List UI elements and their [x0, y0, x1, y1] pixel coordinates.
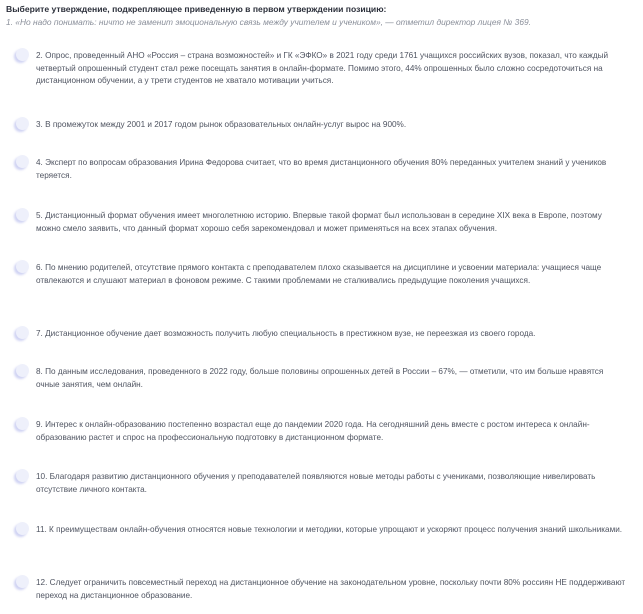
radio-button[interactable] [16, 575, 29, 588]
radio-button[interactable] [16, 364, 29, 377]
option-text: 8. По данным исследования, проведенного в 2022 году, больше половины опрошенных детей в России – 67%, — отметили, что им больше нравятся очные занятия, чем онлайн. [36, 367, 604, 389]
question-header [6, 4, 636, 28]
option-text: 4. Эксперт по вопросам образования Ирина Федорова считает, что во время дистанционного обучения 80% переданных учителем знаний у учеников теряется. [36, 158, 607, 180]
option-text: 11. К преимуществам онлайн-обучения относятся новые технологии и методики, которые упрощают и ускоряют процесс получения знаний школьниками. [36, 525, 623, 534]
question-statement: 1. «Но надо понимать: ничто не заменит эмоциональную связь между учителем и учеником», — отметил директор лицея № 369. [6, 17, 531, 27]
question-title: Выберите утверждение, подкрепляющее приведенную в первом утверждении позицию: [6, 4, 387, 14]
radio-button[interactable] [16, 326, 29, 339]
radio-button[interactable] [16, 48, 29, 61]
option-text: 9. Интерес к онлайн-образованию постепенно возрастал еще до пандемии 2020 года. На сегодняшний день вместе с ростом интереса к онлайн-образованию растет и спрос на профессиональную подготовку в дистанционном формате. [36, 420, 590, 442]
option-text: 3. В промежуток между 2001 и 2017 годом рынок образовательных онлайн-услуг вырос на 900%. [36, 120, 407, 129]
option-text: 7. Дистанционное обучение дает возможность получить любую специальность в престижном вузе, не переезжая из своего города. [36, 329, 536, 338]
radio-button[interactable] [16, 417, 29, 430]
option-text: 5. Дистанционный формат обучения имеет многолетнюю историю. Впервые такой формат был использован в середине XIX века в Европе, поэтому можно смело заявить, что данный формат хорошо себя зарекомендовал и может применяться на всех этапах обучения. [36, 211, 602, 233]
radio-button[interactable] [16, 155, 29, 168]
option-text: 6. По мнению родителей, отсутствие прямого контакта с преподавателем плохо сказывается на дисциплине и усвоении материала: учащиеся чаще отвлекаются и слушают материал в фоновом режиме. С такими проблемами не сталкивались предыдущие поколения учащихся. [36, 263, 602, 285]
option-text: 2. Опрос, проведенный АНО «Россия – страна возможностей» и ГК «ЭФКО» в 2021 году среди 1761 учащихся российских вузов, показал, что каждый четвертый опрошенный студент стал реже посещать занятия в онлайн-формате. Помимо этого, 44% опрошенных было сложно сосредоточиться на дистанционном обучении, а у трети студентов не хватало мотивации учиться. [36, 51, 609, 86]
option-text: 10. Благодаря развитию дистанционного обучения у преподавателей появляются новые методы работы с учениками, позволяющие нивелировать отсутствие личного контакта. [36, 472, 596, 494]
radio-button[interactable] [16, 117, 29, 130]
option-text: 12. Следует ограничить повсеместный переход на дистанционное обучение на законодательном уровне, поскольку почти 80% россиян НЕ поддерживают переход на дистанционное образование. [36, 578, 626, 600]
radio-button[interactable] [16, 469, 29, 482]
radio-button[interactable] [16, 260, 29, 273]
radio-button[interactable] [16, 208, 29, 221]
radio-button[interactable] [16, 522, 29, 535]
